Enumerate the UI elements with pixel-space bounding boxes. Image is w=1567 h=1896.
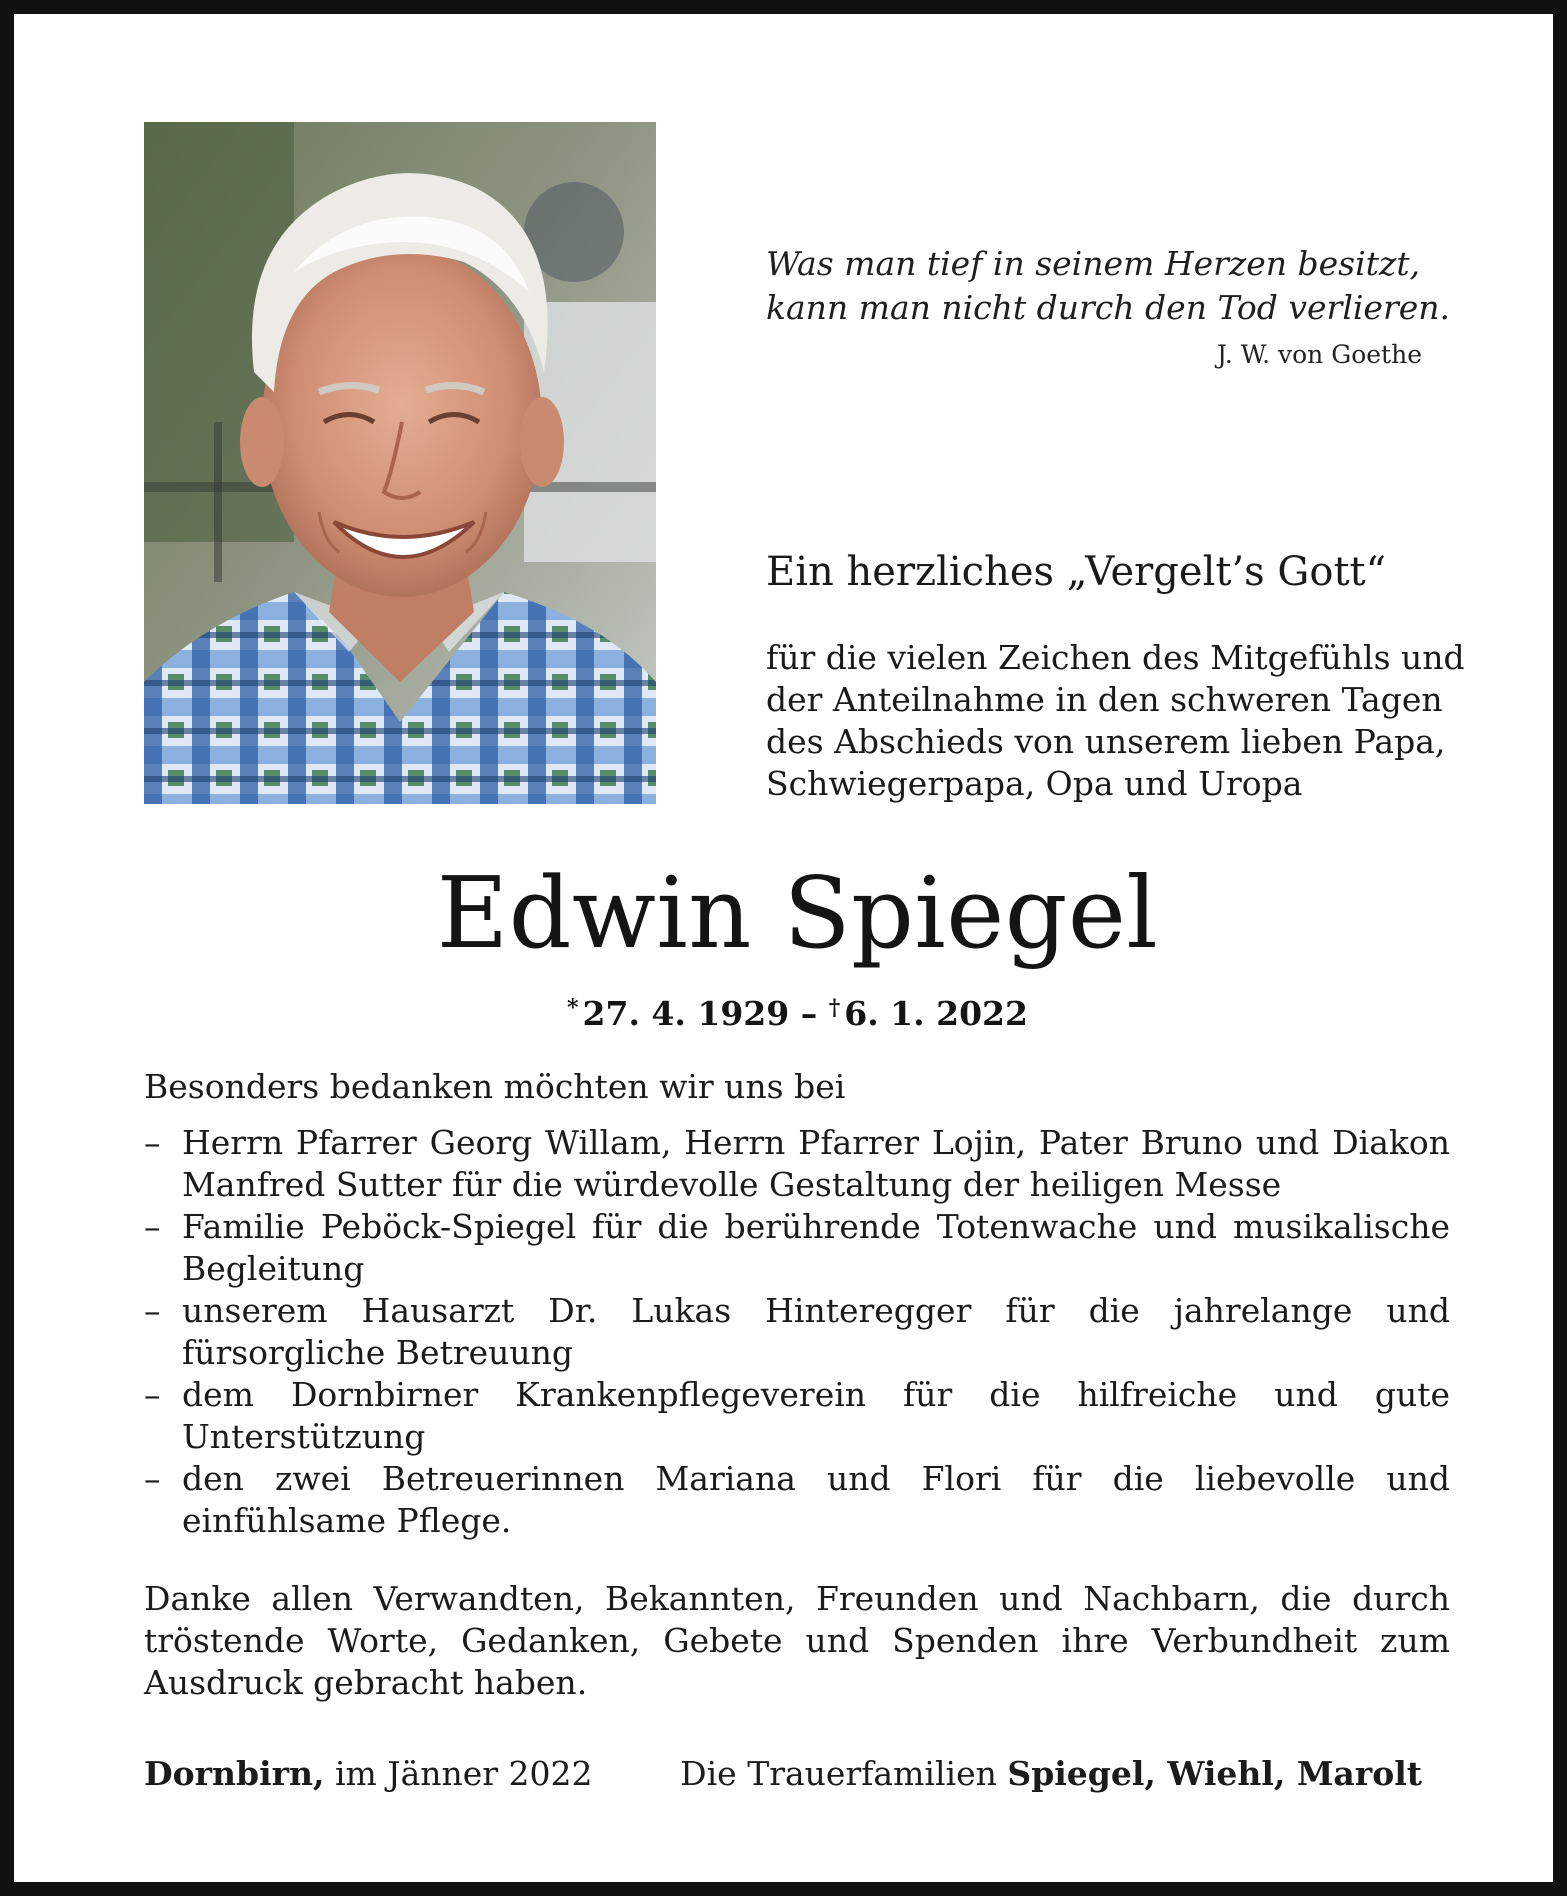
date-text: im Jänner 2022 bbox=[335, 1754, 593, 1793]
list-item-text: unserem Hausarzt Dr. Lukas Hinteregger für die jahrelange und fürsorgliche Betreuung bbox=[182, 1291, 1450, 1372]
acknowledgements-list bbox=[144, 1122, 1450, 1542]
list-item bbox=[144, 1290, 1450, 1374]
thanks-line: für die vielen Zeichen des Mitgefühls und bbox=[766, 638, 1465, 677]
deceased-name: Edwin Spiegel bbox=[436, 857, 1159, 971]
portrait-illustration bbox=[144, 122, 656, 804]
dash-bullet: – bbox=[144, 1375, 161, 1414]
thanks-line: des Abschieds von unserem lieben Papa, bbox=[766, 722, 1446, 761]
list-item bbox=[144, 1374, 1450, 1458]
list-item-text: Herrn Pfarrer Georg Willam, Herrn Pfarrer Lojin, Pater Bruno und Diakon Manfred Sutter für die würdevolle Gestaltung der heiligen Messe bbox=[182, 1123, 1450, 1204]
dash-bullet: – bbox=[144, 1291, 161, 1330]
death-date: 6. 1. 2022 bbox=[844, 994, 1028, 1033]
birth-date: 27. 4. 1929 bbox=[582, 994, 790, 1033]
date-separator: – bbox=[800, 994, 818, 1033]
thanks-line: der Anteilnahme in den schweren Tagen bbox=[766, 680, 1443, 719]
place: Dornbirn, bbox=[144, 1754, 325, 1793]
acknowledgements-intro: Besonders bedanken möchten wir uns bei bbox=[144, 1067, 846, 1106]
dash-bullet: – bbox=[144, 1123, 161, 1162]
list-item bbox=[144, 1206, 1450, 1290]
quote-line: kann man nicht durch den Tod verlieren. bbox=[766, 288, 1451, 327]
family-signature bbox=[680, 1752, 1422, 1796]
family-prefix: Die Trauerfamilien bbox=[680, 1754, 997, 1793]
birth-symbol: * bbox=[567, 995, 579, 1021]
quote-author: J. W. von Goethe bbox=[1216, 340, 1422, 369]
dash-bullet: – bbox=[144, 1459, 161, 1498]
portrait-photo bbox=[144, 122, 656, 804]
life-dates bbox=[14, 986, 1567, 1036]
list-item-text: Familie Peböck-Spiegel für die berührende Totenwache und musikalische Begleitung bbox=[182, 1207, 1450, 1288]
thanks-text bbox=[766, 637, 1466, 805]
thanks-line: Schwiegerpapa, Opa und Uropa bbox=[766, 764, 1303, 803]
list-item bbox=[144, 1458, 1450, 1542]
family-names: Spiegel, Wiehl, Marolt bbox=[1007, 1754, 1422, 1793]
goethe-quote bbox=[766, 242, 1451, 330]
quote-line: Was man tief in seinem Herzen besitzt, bbox=[766, 244, 1421, 283]
list-item-text: dem Dornbirner Krankenpflegeverein für die hilfreiche und gute Unterstützung bbox=[182, 1375, 1450, 1456]
death-symbol: † bbox=[828, 995, 841, 1021]
place-date bbox=[144, 1752, 593, 1796]
dash-bullet: – bbox=[144, 1207, 161, 1246]
list-item-text: den zwei Betreuerinnen Mariana und Flori für die liebevolle und einfühlsame Pflege. bbox=[182, 1459, 1450, 1540]
list-item bbox=[144, 1122, 1450, 1206]
thanks-heading: Ein herzliches „Vergelt’s Gott“ bbox=[766, 549, 1387, 595]
closing-paragraph: Danke allen Verwandten, Bekannten, Freunden und Nachbarn, die durch tröstende Worte, Gedanken, Gebete und Spenden ihre Verbundheit zum Ausdruck gebracht haben. bbox=[144, 1579, 1450, 1702]
